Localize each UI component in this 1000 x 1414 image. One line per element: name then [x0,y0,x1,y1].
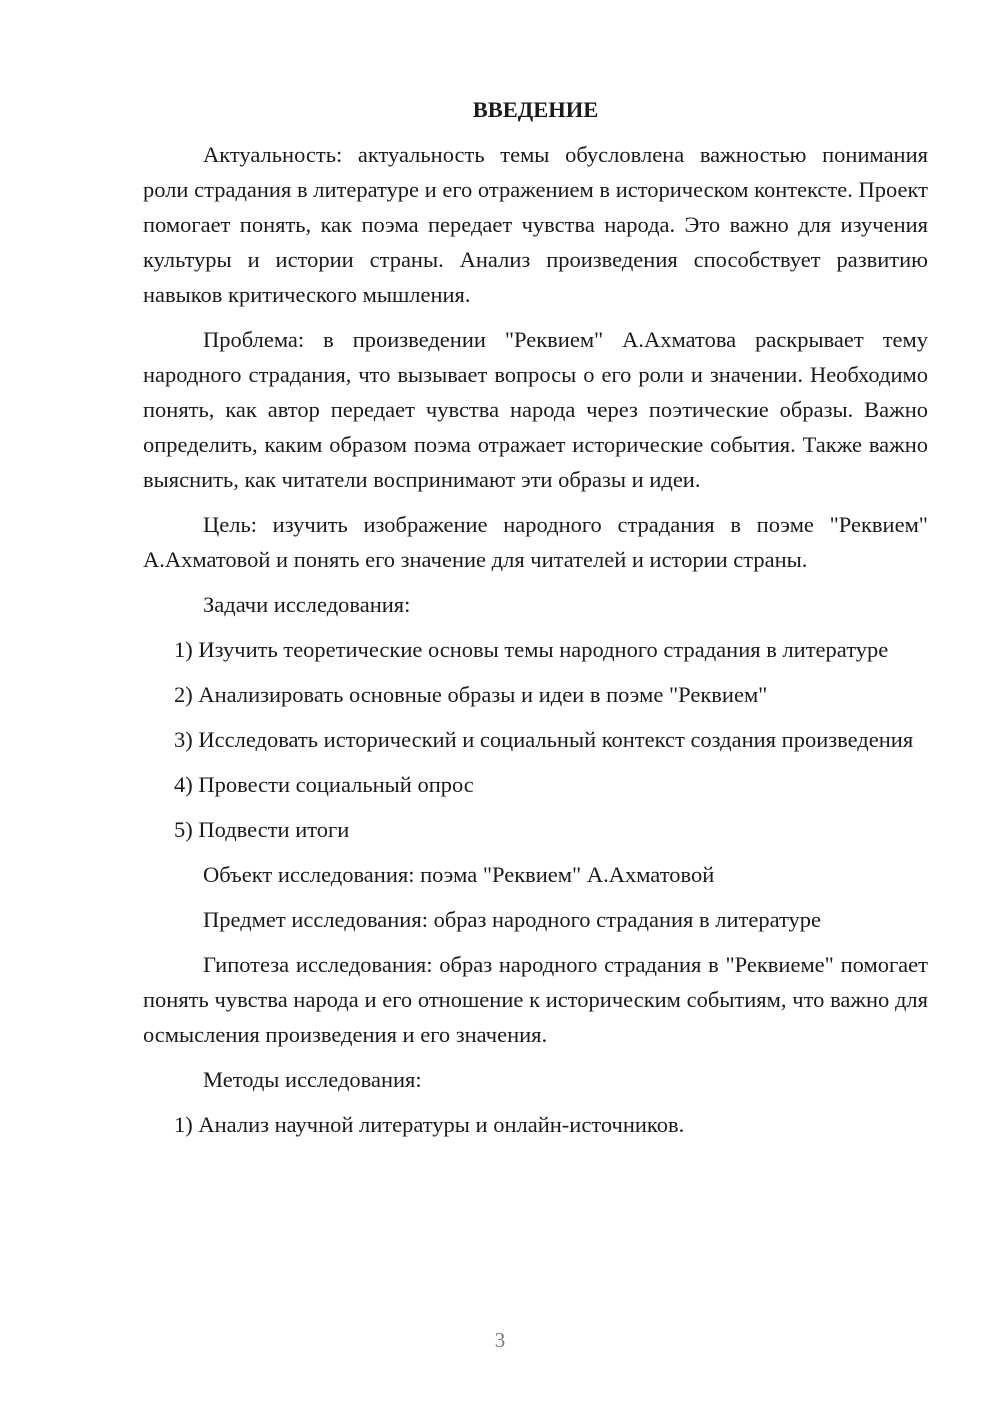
section-title: ВВЕДЕНИЕ [472,97,599,122]
task-item-2: 2) Анализировать основные образы и идеи в поэме "Реквием" [174,682,768,707]
task-item-5: 5) Подвести итоги [174,817,350,842]
relevance-paragraph: Актуальность: актуальность темы обусловлена важностью понимания роли страдания в литературе и его отражением в историческом контексте. Проект помогает понять, как поэма передает чувства народа. Это важно для изучения культуры и истории страны. Анализ произведения способствует развитию навыков критического мышления. [143,142,928,307]
tasks-heading: Задачи исследования: [203,592,411,617]
subject-paragraph: Предмет исследования: образ народного страдания в литературе [203,907,822,932]
hypothesis-paragraph: Гипотеза исследования: образ народного страдания в "Реквиеме" помогает понять чувства народа и его отношение к историческим событиям, что важно для осмысления произведения и его значения. [143,952,928,1047]
problem-paragraph: Проблема: в произведении "Реквием" А.Ахматова раскрывает тему народного страдания, что вызывает вопросы о его роли и значении. Необходимо понять, как автор передает чувства народа через поэтические образы. Важно определить, каким образом поэма отражает исторические события. Также важно выяснить, как читатели воспринимают эти образы и идеи. [143,327,928,492]
method-item-1: 1) Анализ научной литературы и онлайн-источников. [174,1112,685,1137]
task-item-1: 1) Изучить теоретические основы темы народного страдания в литературе [174,637,889,662]
task-item-3: 3) Исследовать исторический и социальный контекст создания произведения [174,727,914,752]
page-number: 3 [494,1328,506,1352]
methods-heading: Методы исследования: [203,1067,422,1092]
document-page [143,92,928,1152]
task-item-4: 4) Провести социальный опрос [174,772,474,797]
object-paragraph: Объект исследования: поэма "Реквием" А.Ахматовой [203,862,715,887]
goal-paragraph: Цель: изучить изображение народного страдания в поэме "Реквием" А.Ахматовой и понять его значение для читателей и истории страны. [143,512,928,572]
